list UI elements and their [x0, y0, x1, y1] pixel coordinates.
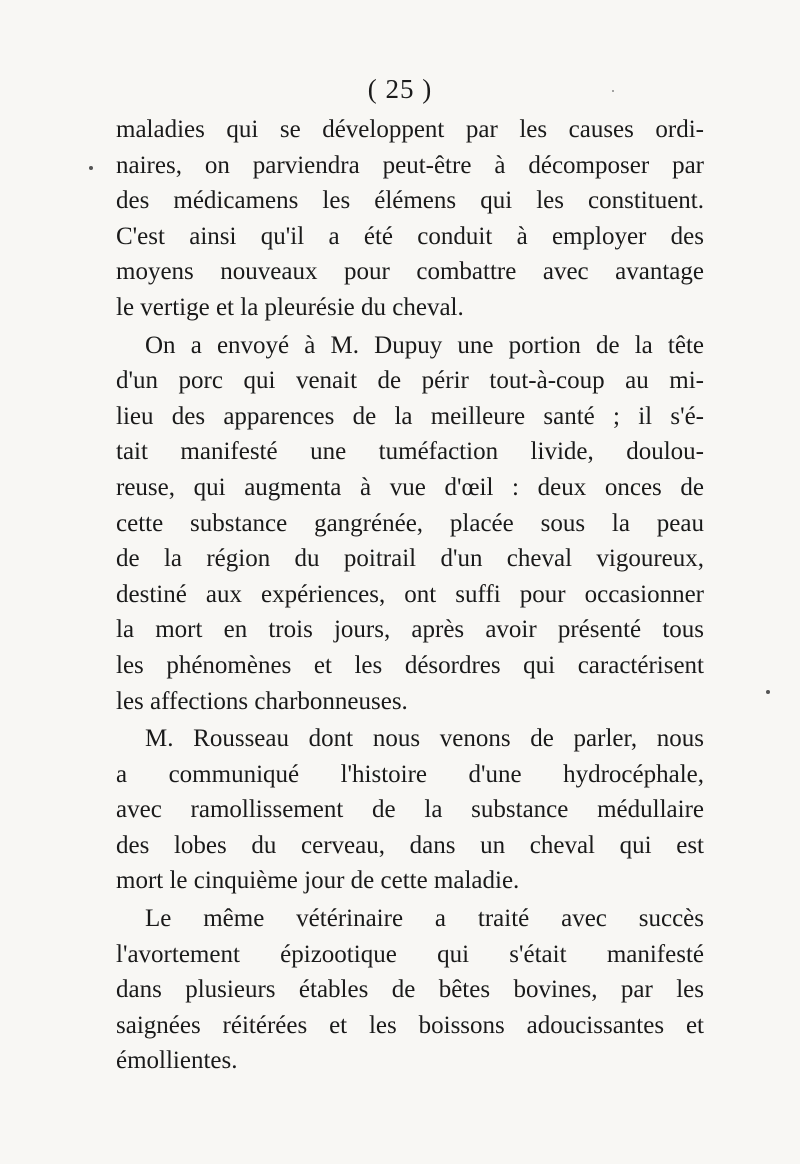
text-line: C'est ainsi qu'il a été conduit à employer des	[116, 222, 704, 250]
text-line: cette substance gangrénée, placée sous la peau	[116, 509, 704, 537]
paragraph-1	[116, 112, 704, 326]
paragraph-3	[116, 721, 704, 899]
body-text	[116, 112, 704, 1079]
text-line: tait manifesté une tuméfaction livide, doulou-	[116, 438, 704, 466]
paragraph-4	[116, 901, 704, 1079]
text-line: l'avortement épizootique qui s'était manifesté	[116, 940, 704, 968]
text-line: maladies qui se développent par les causes ordi-	[116, 116, 704, 143]
page-number: ( 25 )	[367, 74, 433, 104]
text-line: a communiqué l'histoire d'une hydrocéphale,	[116, 760, 704, 788]
text-line: d'un porc qui venait de périr tout-à-coup au mi-	[116, 367, 704, 395]
text-line: naires, on parviendra peut-être à décomposer par	[116, 151, 704, 179]
text-line: moyens nouveaux pour combattre avec avantage	[116, 258, 704, 286]
text-line: le vertige et la pleurésie du cheval.	[116, 293, 464, 321]
text-line: saignées réitérées et les boissons adoucissantes et	[116, 1011, 704, 1039]
text-line: avec ramollissement de la substance médullaire	[116, 796, 704, 824]
text-line: les phénomènes et les désordres qui caractérisent	[116, 651, 704, 679]
text-line: la mort en trois jours, après avoir présenté tous	[116, 616, 704, 644]
text-line: lieu des apparences de la meilleure santé ; il s'é-	[116, 402, 704, 430]
text-line: On a envoyé à M. Dupuy une portion de la tête	[145, 331, 704, 359]
text-line: des lobes du cerveau, dans un cheval qui est	[116, 831, 704, 859]
text-line: M. Rousseau dont nous venons de parler, nous	[145, 725, 704, 753]
text-line: des médicamens les élémens qui les constituent.	[116, 187, 704, 215]
print-speck	[766, 690, 770, 694]
text-line: mort le cinquième jour de cette maladie.	[116, 867, 520, 895]
text-line: de la région du poitrail d'un cheval vigoureux,	[116, 545, 704, 573]
text-line: émollientes.	[116, 1047, 238, 1075]
text-line: reuse, qui augmenta à vue d'œil : deux onces de	[116, 473, 704, 501]
paragraph-2	[116, 328, 704, 720]
print-speck	[89, 166, 93, 170]
text-line: Le même vétérinaire a traité avec succès	[145, 905, 704, 933]
print-speck	[612, 90, 614, 92]
text-line: dans plusieurs étables de bêtes bovines, par les	[116, 976, 704, 1004]
text-line: les affections charbonneuses.	[116, 687, 408, 715]
text-line: destiné aux expériences, ont suffi pour occasionner	[116, 580, 704, 608]
